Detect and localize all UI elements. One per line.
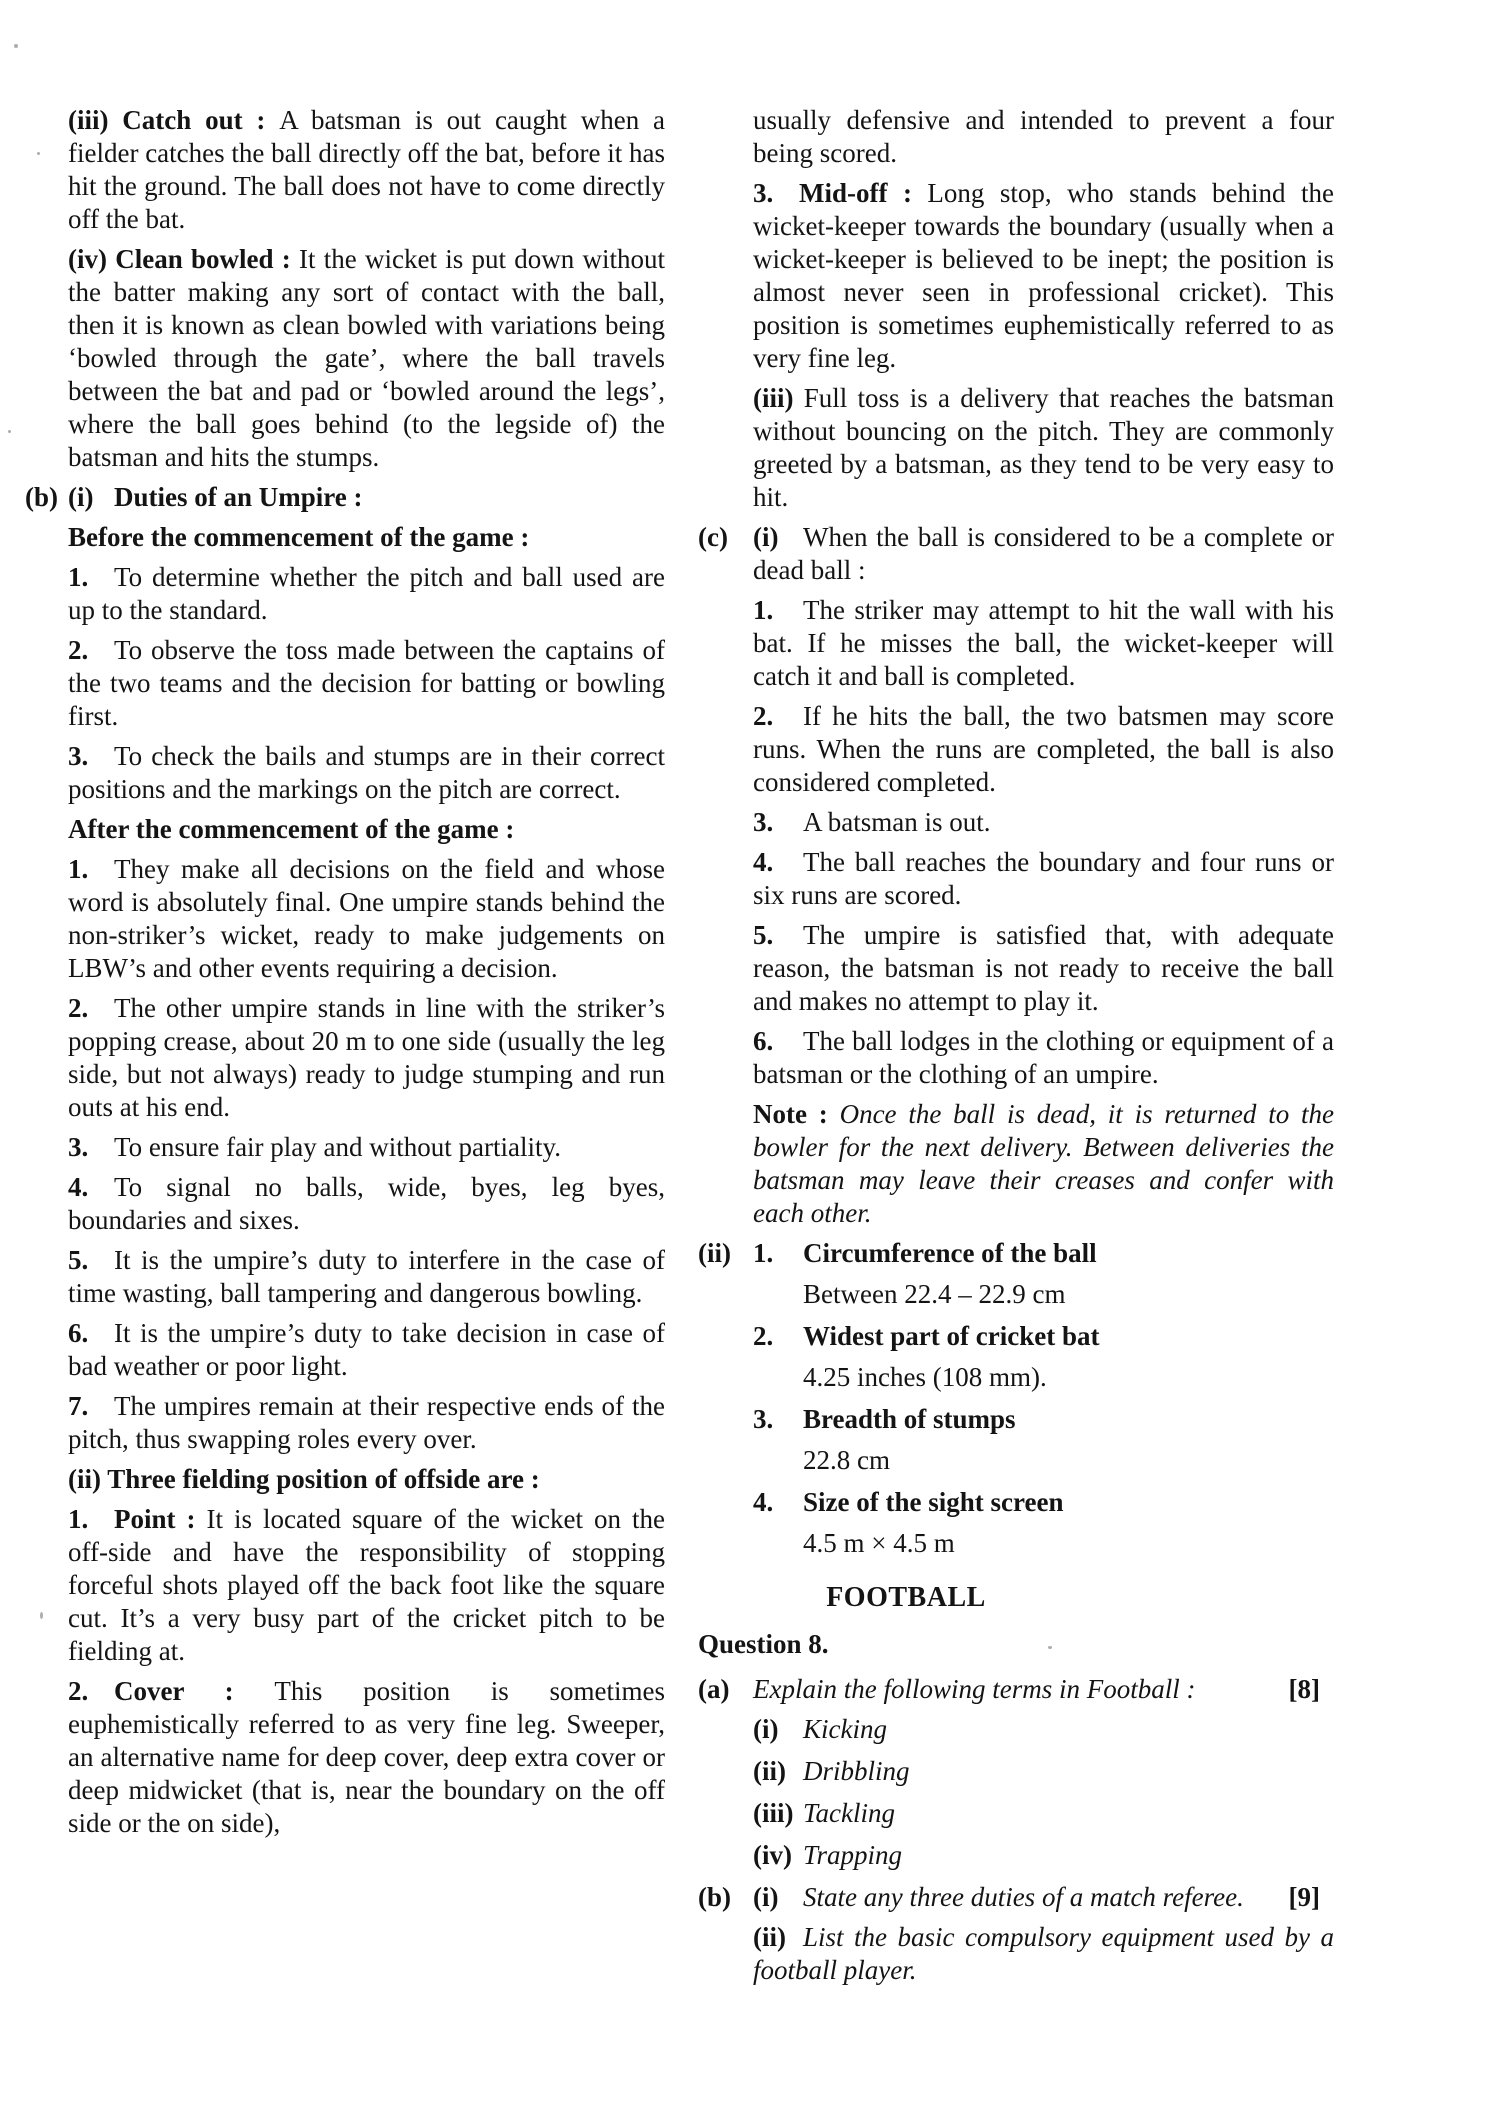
measurement-title: [753, 1403, 1334, 1436]
item-text: To check the bails and stumps are in their correct positions and the markings on the pitch are correct.: [68, 741, 665, 804]
marginal-label-c: (c): [698, 522, 728, 552]
left-column: [25, 104, 665, 1847]
question-8a-row: [698, 1673, 1334, 1881]
item-text: It is located square of the wicket on the off-side and have the responsibility of stopping forceful shots played off the back foot like the square cut. It’s a very busy part of the cricket pitch to be fielding at.: [68, 1504, 665, 1666]
answer-b-row: [25, 481, 665, 521]
measurement-name: Circumference of the ball: [803, 1238, 1097, 1268]
answer-c-row: [698, 521, 1334, 594]
item-number: 1.: [68, 1504, 89, 1534]
list-item: [68, 561, 665, 627]
term-text: Tackling: [803, 1798, 896, 1828]
list-item: [753, 594, 1334, 693]
answer-b-content: [68, 481, 665, 521]
item-number: 1.: [68, 854, 89, 884]
item-number: 5.: [753, 920, 774, 950]
prompt-text: State any three duties of a match referee.: [803, 1882, 1244, 1912]
paragraph-clean-bowled: [68, 243, 665, 474]
item-text: They make all decisions on the field and whose word is absolutely final. One umpire stands behind the non-striker’s wicket, ready to make judgements on LBW’s and other events requiring a decision.: [68, 854, 665, 983]
answer-c-ii-row: [698, 1237, 1334, 1569]
item-number: 5.: [68, 1245, 89, 1275]
item-number: 3.: [68, 1132, 89, 1162]
item-number: 4.: [68, 1172, 89, 1202]
scan-speck: [8, 430, 11, 433]
term-text: Trapping: [803, 1840, 903, 1870]
item-text: It is the umpire’s duty to interfere in the case of time wasting, ball tampering and dangerous bowling.: [68, 1245, 665, 1308]
item-text: If he hits the ball, the two batsmen may score runs. When the runs are completed, the ball is also considered completed.: [753, 701, 1334, 797]
item-number: 6.: [68, 1318, 89, 1348]
note-text: Once the ball is dead, it is returned to the bowler for the next delivery. Between deliveries the batsman may leave their creases and confer with each other.: [753, 1099, 1334, 1228]
marginal-label-b2: (b): [698, 1882, 731, 1912]
item-number: 3.: [753, 1404, 774, 1434]
measurement-value: 4.5 m × 4.5 m: [803, 1528, 955, 1558]
measurement-list: [753, 1237, 1334, 1569]
list-item: [68, 992, 665, 1124]
item-number: 6.: [753, 1026, 774, 1056]
question-8b-item-1: [753, 1881, 1334, 1914]
list-item: [753, 806, 1334, 839]
item-number: (i): [753, 1714, 779, 1744]
item-number: 3.: [753, 807, 774, 837]
football-term: [753, 1713, 1334, 1746]
football-term: [753, 1755, 1334, 1788]
item-text: The ball lodges in the clothing or equipment of a batsman or the clothing of an umpire.: [753, 1026, 1334, 1089]
measurement-name: Breadth of stumps: [803, 1404, 1016, 1434]
item-number: 7.: [68, 1391, 89, 1421]
paragraph-text: Full toss is a delivery that reaches the batsman without bouncing on the pitch. They are commonly greeted by a batsman, as they tend to be very easy to hit.: [753, 383, 1334, 512]
question-8b-row: [698, 1881, 1334, 1994]
marginal-label-b: (b): [25, 482, 58, 512]
scan-speck: [14, 44, 18, 48]
question-8a-content: [753, 1673, 1334, 1881]
term-text: Dribbling: [803, 1756, 910, 1786]
item-text: The ball reaches the boundary and four runs or six runs are scored.: [753, 847, 1334, 910]
measurement-value: 22.8 cm: [803, 1445, 890, 1475]
term-label-mid-off: Mid-off :: [799, 178, 928, 208]
measurement-title: [753, 1486, 1334, 1519]
item-number: 2.: [753, 1321, 774, 1351]
item-number: 2.: [68, 635, 89, 665]
paragraph-catch-out: [68, 104, 665, 236]
term-label-point: Point :: [114, 1504, 207, 1534]
list-item: [68, 853, 665, 985]
item-text: To signal no balls, wide, byes, leg byes, boundaries and sixes.: [68, 1172, 665, 1235]
measurement-title: [753, 1237, 1334, 1270]
item-number: 2.: [68, 993, 89, 1023]
item-number: 1.: [68, 562, 89, 592]
measurement-title: [753, 1320, 1334, 1353]
item-number: (i): [68, 482, 94, 512]
paragraph-cover-continuation: usually defensive and intended to prevent a four being scored.: [753, 105, 1334, 168]
marks-badge: [8]: [1288, 1674, 1320, 1704]
list-item-cover: [68, 1675, 665, 1840]
term-label-full-toss: (iii): [753, 383, 804, 413]
item-number: 3.: [68, 741, 89, 771]
heading-before-commencement: Before the commencement of the game :: [68, 522, 530, 552]
list-item-mid-off: [753, 177, 1334, 375]
marks-badge: [9]: [1288, 1882, 1320, 1912]
item-number: 4.: [753, 847, 774, 877]
item-text: A batsman is out.: [803, 807, 991, 837]
item-number: (ii): [753, 1922, 786, 1952]
item-text: The striker may attempt to hit the wall with his bat. If he misses the ball, the wicket-keeper will catch it and ball is completed.: [753, 595, 1334, 691]
paragraph-full-toss: [753, 382, 1334, 514]
list-item: [68, 1171, 665, 1237]
list-item: [68, 1131, 665, 1164]
football-term: [753, 1797, 1334, 1830]
list-item: [68, 634, 665, 733]
item-text: To observe the toss made between the captains of the two teams and the decision for batting or bowling first.: [68, 635, 665, 731]
heading-text: When the ball is considered to be a complete or dead ball :: [753, 522, 1334, 585]
heading-text: Duties of an Umpire :: [114, 482, 363, 512]
item-text: To ensure fair play and without partiality.: [114, 1132, 561, 1162]
item-number: (iv): [753, 1840, 792, 1870]
item-number: (i): [753, 522, 779, 552]
right-column: [698, 104, 1334, 1994]
paragraph-text: A batsman is out caught when a fielder catches the ball directly off the bat, before it has hit the ground. The ball does not have to come directly off the bat.: [68, 105, 665, 234]
heading-dead-ball: [753, 521, 1334, 587]
item-number: 1.: [753, 1238, 774, 1268]
list-item: [68, 1390, 665, 1456]
list-item: [68, 1244, 665, 1310]
answer-c-content: [753, 521, 1334, 594]
item-number: (i): [753, 1882, 779, 1912]
item-text: To determine whether the pitch and ball used are up to the standard.: [68, 562, 665, 625]
note-label: Note :: [753, 1099, 840, 1129]
list-item: [68, 1317, 665, 1383]
list-item: [753, 1025, 1334, 1091]
item-text: The umpires remain at their respective ends of the pitch, thus swapping roles every over.: [68, 1391, 665, 1454]
heading-duties-of-umpire: [68, 481, 665, 514]
item-text: Long stop, who stands behind the wicket-keeper towards the boundary (usually when a wicket-keeper is believed to be inept; the position is almost never seen in professional cricket). This position is sometimes euphemistically referred to as very fine leg.: [753, 178, 1334, 373]
item-number: 3.: [753, 178, 774, 208]
list-item: [753, 919, 1334, 1018]
item-number: 4.: [753, 1487, 774, 1517]
term-label-clean-bowled: (iv) Clean bowled :: [68, 244, 300, 274]
question-8b-item-2: [753, 1921, 1334, 1987]
list-item: [68, 740, 665, 806]
item-number: 1.: [753, 595, 774, 625]
measurement-value: 4.25 inches (108 mm).: [803, 1362, 1047, 1392]
marginal-label-ii: (ii): [698, 1238, 731, 1268]
measurement-value: Between 22.4 – 22.9 cm: [803, 1279, 1066, 1309]
item-number: (iii): [753, 1798, 794, 1828]
item-number: (ii): [753, 1756, 786, 1786]
prompt-text: Explain the following terms in Football :: [753, 1674, 1196, 1704]
item-text: It is the umpire’s duty to take decision in case of bad weather or poor light.: [68, 1318, 665, 1381]
list-item-point: [68, 1503, 665, 1668]
list-item: [753, 700, 1334, 799]
item-text: The umpire is satisfied that, with adequate reason, the batsman is not ready to receive the ball and makes no attempt to play it.: [753, 920, 1334, 1016]
heading-fielding-positions: (ii) Three fielding position of offside are :: [68, 1464, 540, 1494]
section-heading-football: FOOTBALL: [826, 1582, 986, 1613]
item-text: This position is sometimes euphemistically referred to as very fine leg. Sweeper, an alternative name for deep cover, deep extra cover or deep midwicket (that is, near the boundary on the off side or the on side),: [68, 1676, 665, 1838]
question-8a-prompt: [753, 1673, 1334, 1706]
measurement-name: Widest part of cricket bat: [803, 1321, 1100, 1351]
term-label-cover: Cover :: [114, 1676, 275, 1706]
term-label-catch-out: (iii) Catch out :: [68, 105, 280, 135]
heading-after-commencement: After the commencement of the game :: [68, 814, 515, 844]
marginal-label-a: (a): [698, 1674, 730, 1704]
item-number: 2.: [68, 1676, 89, 1706]
term-text: Kicking: [803, 1714, 887, 1744]
question-8b-content: [753, 1881, 1334, 1994]
item-text: The other umpire stands in line with the striker’s popping crease, about 20 m to one side (usually the leg side, but not always) ready to judge stumping and run outs at his end.: [68, 993, 665, 1122]
measurement-name: Size of the sight screen: [803, 1487, 1064, 1517]
football-term: [753, 1839, 1334, 1872]
question-8-heading: Question 8.: [698, 1629, 829, 1659]
item-number: 2.: [753, 701, 774, 731]
paragraph-text: It the wicket is put down without the batter making any sort of contact with the ball, then it is known as clean bowled with variations being ‘bowled through the gate’, where the ball travels between the bat and pad or ‘bowled around the legs’, where the ball goes behind (to the legside of) the batsman and hits the stumps.: [68, 244, 665, 472]
prompt-text: List the basic compulsory equipment used by a football player.: [753, 1922, 1334, 1985]
list-item: [753, 846, 1334, 912]
paragraph-note: [753, 1098, 1334, 1230]
